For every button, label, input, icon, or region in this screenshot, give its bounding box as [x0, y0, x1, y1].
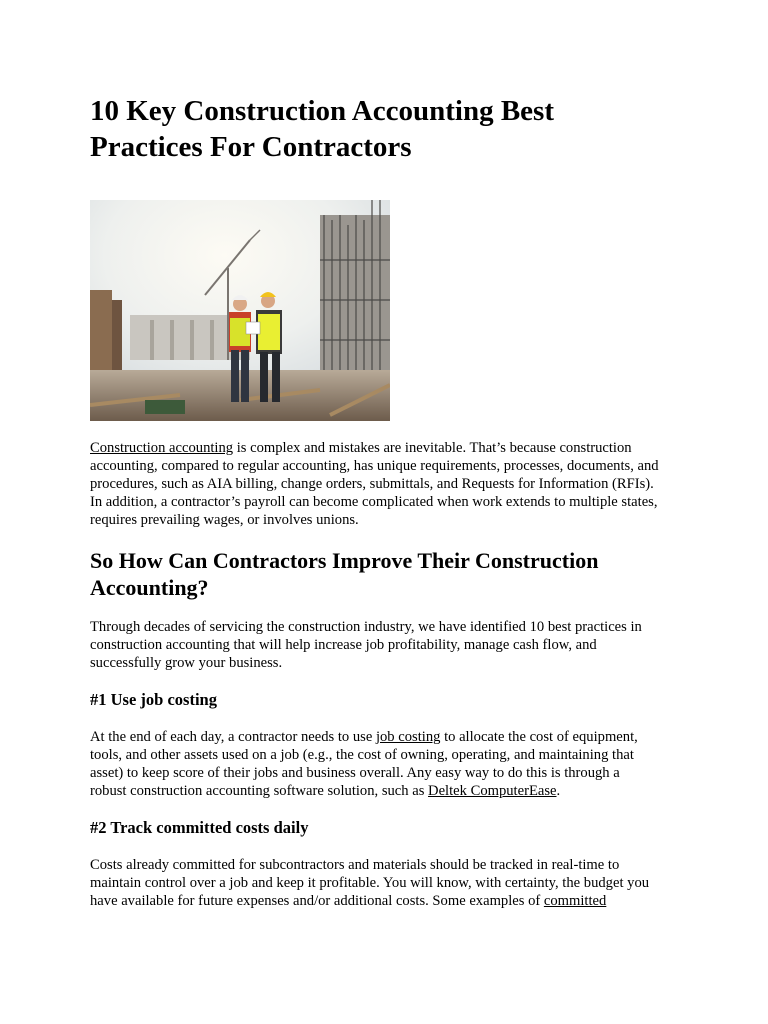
deltek-computerease-link[interactable]: Deltek ComputerEase: [428, 783, 557, 799]
section-heading: So How Can Contractors Improve Their Construction Accounting?: [90, 548, 599, 600]
construction-accounting-link[interactable]: Construction accounting: [90, 440, 234, 456]
page-title: [90, 93, 690, 165]
title-line-1: 10 Key Construction Accounting Best: [90, 95, 554, 127]
intro-paragraph: Construction accounting is complex and mistakes are inevitable. That’s because construction accounting, compared to regular accounting, has unique requirements, processes, documents, and procedures, such as AIA billing, change orders, submittals, and Requests for Information (RFIs). In addition, a contractor’s payroll can become complicated when work extends to multiple states, requires prevailing wages, or involves unions.: [90, 440, 659, 528]
job-costing-link[interactable]: job costing: [375, 729, 441, 745]
committed-costs-link[interactable]: committed: [543, 893, 607, 909]
practice-2-paragraph: Costs already committed for subcontractors and materials should be tracked in real-time to maintain control over a job and keep it profitable. You will know, with certainty, the budget you have available for future expenses and/or additional costs. Some examples of committed: [90, 857, 650, 909]
title-line-2: Practices For Contractors: [90, 131, 412, 163]
practice-2-heading: #2 Track committed costs daily: [90, 818, 309, 837]
construction-workers-photo: [90, 200, 390, 421]
practice-1-heading: #1 Use job costing: [90, 690, 217, 709]
section-paragraph: Through decades of servicing the construction industry, we have identified 10 best practices in construction accounting that will help increase job profitability, manage cash flow, and successfully grow your business.: [90, 619, 642, 671]
practice-1-paragraph: At the end of each day, a contractor needs to use job costing to allocate the cost of equipment, tools, and other assets used on a job (e.g., the cost of owning, operating, and maintaining that asset) to keep score of their jobs and business overall. Any easy way to do this is through a robust construction accounting software solution, such as Deltek ComputerEase.: [90, 729, 638, 799]
